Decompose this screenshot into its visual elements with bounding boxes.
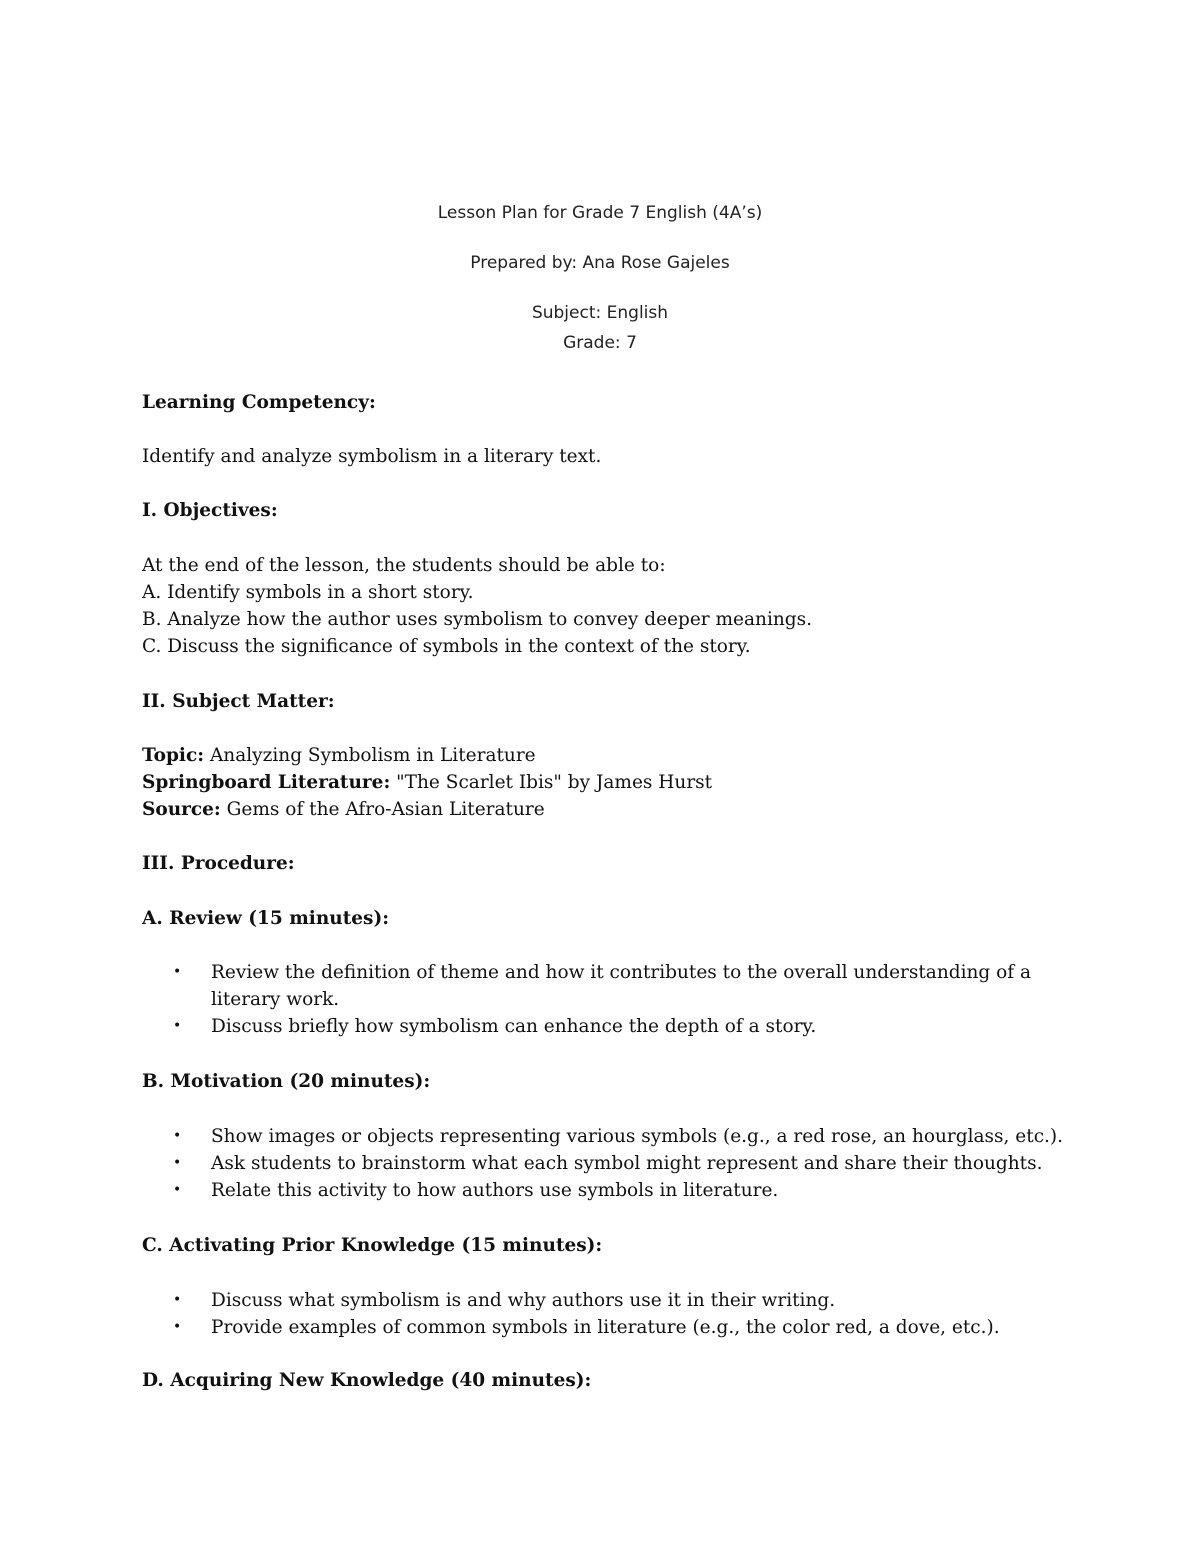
subject-line xyxy=(0,302,1200,324)
activating-item: Provide examples of common symbols in literature (e.g., the color red, a dove, etc.). xyxy=(211,1317,1000,1338)
bullet-icon: • xyxy=(173,1128,182,1144)
topic-line xyxy=(142,742,536,769)
lesson-plan-title: Lesson Plan for Grade 7 English (4A’s) xyxy=(437,203,763,223)
bullet-icon: • xyxy=(173,1182,182,1198)
acquiring-heading: D. Acquiring New Knowledge (40 minutes): xyxy=(142,1370,592,1391)
bullet-icon: • xyxy=(173,1018,182,1034)
activating-heading: C. Activating Prior Knowledge (15 minutes): xyxy=(142,1235,603,1256)
topic-label: Topic: xyxy=(142,745,205,766)
motivation-heading: B. Motivation (20 minutes): xyxy=(142,1071,431,1092)
competency-heading: Learning Competency: xyxy=(142,392,376,413)
springboard-line xyxy=(142,769,712,796)
bullet-icon: • xyxy=(173,964,182,980)
activating-item: Discuss what symbolism is and why authors use it in their writing. xyxy=(211,1290,836,1311)
source-value: Gems of the Afro-Asian Literature xyxy=(226,799,545,820)
review-heading: A. Review (15 minutes): xyxy=(142,908,390,929)
grade-line xyxy=(0,332,1200,354)
review-item: Review the definition of theme and how it contributes to the overall understanding of a xyxy=(211,962,1032,983)
subject-matter-heading: II. Subject Matter: xyxy=(142,691,335,712)
competency-text: Identify and analyze symbolism in a literary text. xyxy=(142,446,602,467)
review-item: Discuss briefly how symbolism can enhance the depth of a story. xyxy=(211,1016,817,1037)
motivation-item: Ask students to brainstorm what each symbol might represent and share their thoughts. xyxy=(211,1153,1043,1174)
motivation-item: Show images or objects representing various symbols (e.g., a red rose, an hourglass, etc.). xyxy=(211,1126,1064,1147)
bullet-icon: • xyxy=(173,1155,182,1171)
topic-value: Analyzing Symbolism in Literature xyxy=(209,745,536,766)
grade-value: 7 xyxy=(626,333,637,353)
objective-item: B. Analyze how the author uses symbolism to convey deeper meanings. xyxy=(142,609,812,630)
procedure-heading: III. Procedure: xyxy=(142,853,295,874)
objectives-intro: At the end of the lesson, the students should be able to: xyxy=(142,555,666,576)
source-line xyxy=(142,796,545,823)
bullet-icon: • xyxy=(173,1319,182,1335)
springboard-label: Springboard Literature: xyxy=(142,772,391,793)
springboard-value: "The Scarlet Ibis" by James Hurst xyxy=(396,772,713,793)
grade-label: Grade: xyxy=(563,333,621,353)
review-item-continuation: literary work. xyxy=(211,989,340,1010)
bullet-icon: • xyxy=(173,1292,182,1308)
subject-label: Subject: xyxy=(531,303,602,323)
subject-value: English xyxy=(606,303,669,323)
prepared-by-value: Ana Rose Gajeles xyxy=(582,253,730,273)
objective-item: A. Identify symbols in a short story. xyxy=(142,582,474,603)
source-label: Source: xyxy=(142,799,221,820)
motivation-item: Relate this activity to how authors use symbols in literature. xyxy=(211,1180,779,1201)
prepared-by-label: Prepared by: xyxy=(470,253,578,273)
objective-item: C. Discuss the significance of symbols in the context of the story. xyxy=(142,636,751,657)
objectives-heading: I. Objectives: xyxy=(142,500,278,521)
prepared-by-line xyxy=(0,252,1200,274)
